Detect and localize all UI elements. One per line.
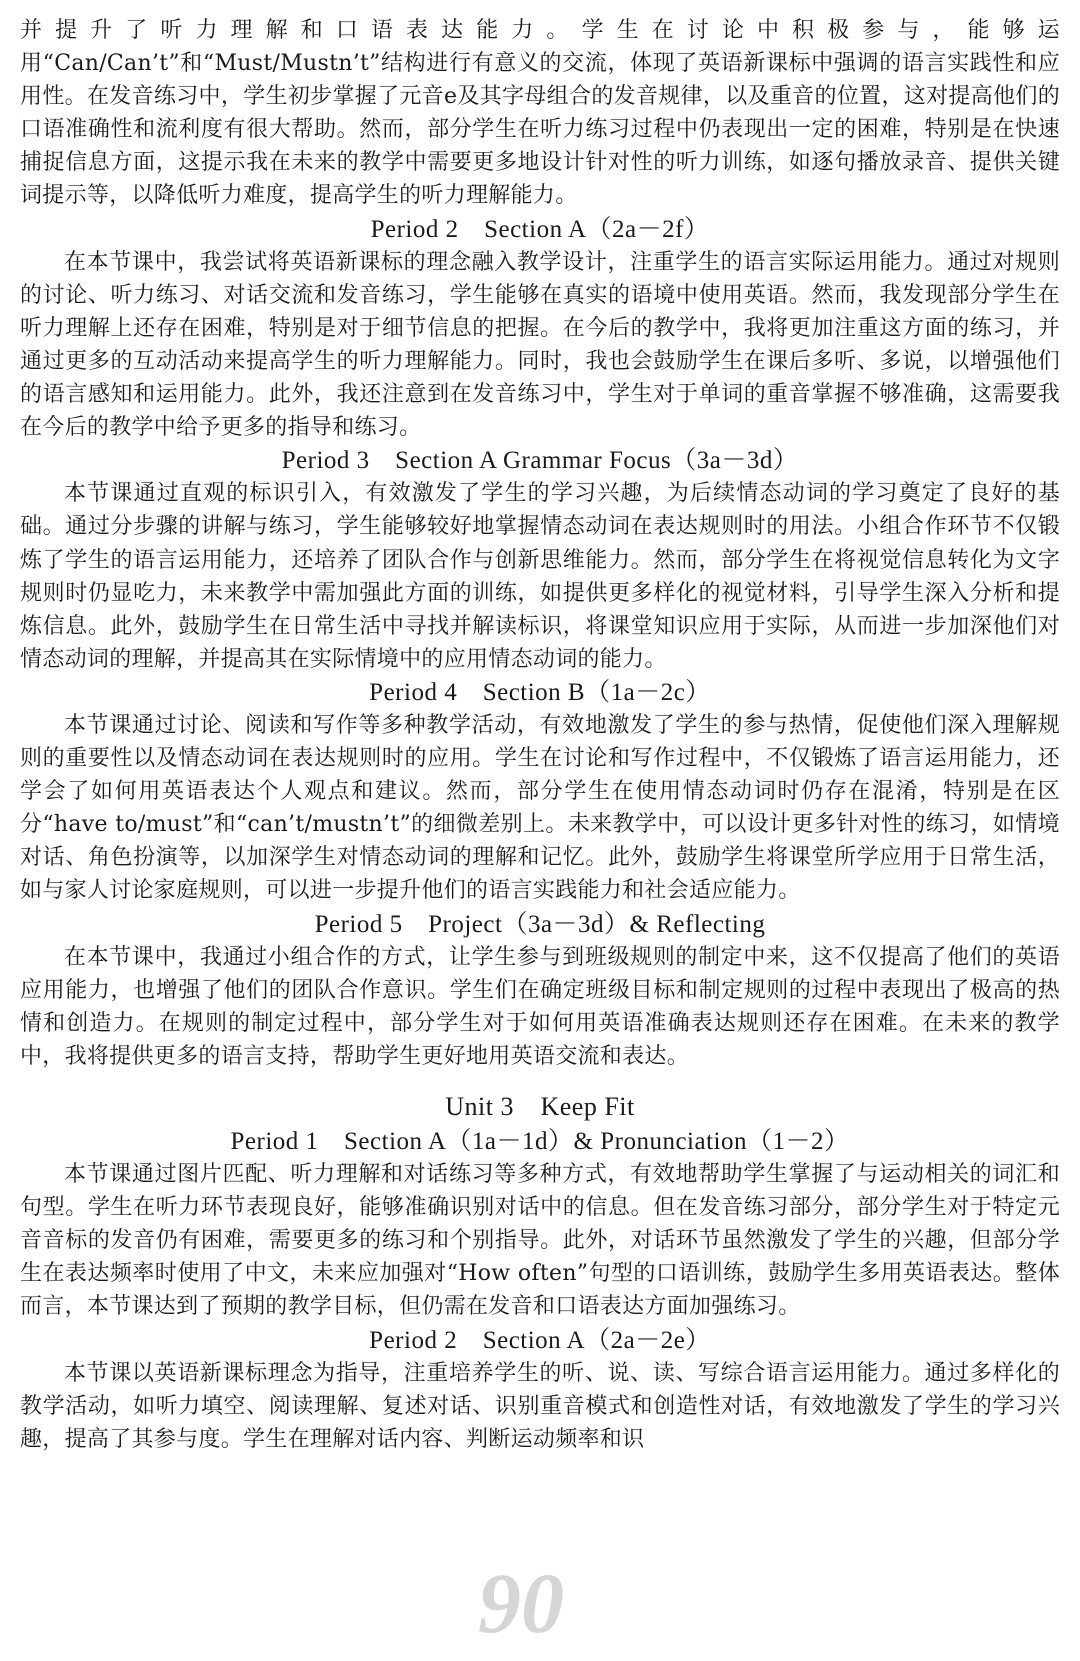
intro-paragraph: 并提升了听力理解和口语表达能力。学生在讨论中积极参与，能够运用“Can/Can’t”和“Must/Mustn’t”结构进行有意义的交流，体现了英语新课标中强调的语言实践性和应用性。在发音练习中，学生初步掌握了元音e及其字母组合的发音规律，以及重音的位置，这对提高他们的口语准确性和流利度有很大帮助。然而，部分学生在听力练习过程中仍表现出一定的困难，特别是在快速捕捉信息方面，这提示我在未来的教学中需要更多地设计针对性的听力训练，如逐句播放录音、提供关键词提示等，以降低听力难度，提高学生的听力理解能力。: [20, 18, 1060, 209]
period-2-heading: Period 2 Section A（2a－2f）: [370, 215, 710, 243]
period-5-paragraph: 在本节课中，我通过小组合作的方式，让学生参与到班级规则的制定中来，这不仅提高了他们的英语应用能力，也增强了他们的团队合作意识。学生们在确定班级目标和制定规则的过程中表现出了极高的热情和创造力。在规则的制定过程中，部分学生对于如何用英语准确表达规则还存在困难。在未来的教学中，我将提供更多的语言支持，帮助学生更好地用英语交流和表达。: [20, 944, 1060, 1069]
period-4-paragraph: 本节课通过讨论、阅读和写作等多种教学活动，有效地激发了学生的参与热情，促使他们深入理解规则的重要性以及情态动词在表达规则时的应用。学生在讨论和写作过程中，不仅锻炼了语言运用能力，还学会了如何用英语表达个人观点和建议。然而，部分学生在使用情态动词时仍存在混淆，特别是在区分“have to/must”和“can’t/mustn’t”的细微差别上。未来教学中，可以设计更多针对性的练习，如情境对话、角色扮演等，以加深学生对情态动词的理解和记忆。此外，鼓励学生将课堂所学应用于日常生活，如与家人讨论家庭规则，可以进一步提升他们的语言实践能力和社会适应能力。: [20, 712, 1060, 904]
unit-3-title: Unit 3 Keep Fit: [445, 1092, 635, 1121]
unit-3-period-1-heading: Period 1 Section A（1a－1d）& Pronunciation（1－2）: [230, 1128, 850, 1155]
unit-3-period-1-paragraph: 本节课通过图片匹配、听力理解和对话练习等多种方式，有效地帮助学生掌握了与运动相关的词汇和句型。学生在听力环节表现良好，能够准确识别对话中的信息。但在发音练习部分，部分学生对于特定元音音标的发音仍有困难，需要更多的练习和个别指导。此外，对话环节虽然激发了学生的兴趣，但部分学生在表达频率时使用了中文，未来应加强对“How often”句型的口语训练，鼓励学生多用英语表达。整体而言，本节课达到了预期的教学目标，但仍需在发音和口语表达方面加强练习。: [20, 1162, 1060, 1320]
period-5-heading: Period 5 Project（3a－3d）& Reflecting: [314, 910, 766, 938]
unit-3-period-2-paragraph: 本节课以英语新课标理念为指导，注重培养学生的听、说、读、写综合语言运用能力。通过多样化的教学活动，如听力填空、阅读理解、复述对话、识别重音模式和创造性对话，有效地激发了学生的学习兴趣，提高了其参与度。学生在理解对话内容、判断运动频率和识: [20, 1360, 1060, 1452]
period-3-paragraph: 本节课通过直观的标识引入，有效激发了学生的学习兴趣，为后续情态动词的学习奠定了良好的基础。通过分步骤的讲解与练习，学生能够较好地掌握情态动词在表达规则时的用法。小组合作环节不仅锻炼了学生的语言运用能力，还培养了团队合作与创新思维能力。然而，部分学生在将视觉信息转化为文字规则时仍显吃力，未来教学中需加强此方面的训练，如提供更多样化的视觉材料，引导学生深入分析和提炼信息。此外，鼓励学生在日常生活中寻找并解读标识，将课堂知识应用于实际，从而进一步加深他们对情态动词的理解，并提高其在实际情境中的应用情态动词的能力。: [20, 481, 1060, 672]
document-body: [20, 14, 1060, 1456]
period-4-heading: Period 4 Section B（1a－2c）: [369, 678, 711, 706]
period-3-heading: Period 3 Section A Grammar Focus（3a－3d）: [281, 447, 799, 475]
period-2-paragraph: 在本节课中，我尝试将英语新课标的理念融入教学设计，注重学生的语言实际运用能力。通过对规则的讨论、听力练习、对话交流和发音练习，学生能够在真实的语境中使用英语。然而，我发现部分学生在听力理解上还存在困难，特别是对于细节信息的把握。在今后的教学中，我将更加注重这方面的练习，并通过更多的互动活动来提高学生的听力理解能力。同时，我也会鼓励学生在课后多听、多说，以增强他们的语言感知和运用能力。此外，我还注意到在发音练习中，学生对于单词的重音掌握不够准确，这需要我在今后的教学中给予更多的指导和练习。: [20, 249, 1060, 441]
page-number-watermark: 90: [478, 1555, 564, 1651]
unit-3-period-2-heading: Period 2 Section A（2a－2e）: [369, 1326, 711, 1354]
